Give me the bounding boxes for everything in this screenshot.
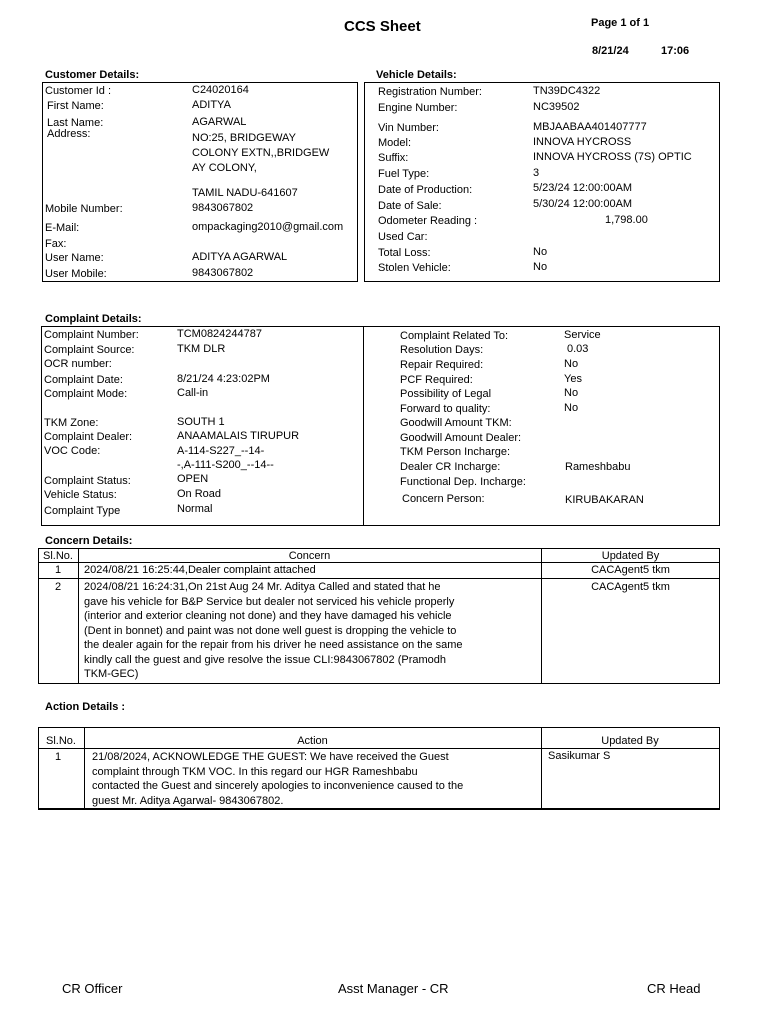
repair-required-label: Repair Required: — [400, 359, 484, 371]
complaint-status-value: OPEN — [177, 473, 209, 485]
dealer-cr-label: Dealer CR Incharge: — [400, 461, 501, 473]
complaint-left-border — [41, 326, 42, 526]
action-row-1-line-1: 21/08/2024, ACKNOWLEDGE THE GUEST: We have received the Guest — [92, 751, 449, 763]
complaint-mode-label: Complaint Mode: — [44, 388, 128, 400]
reg-label: Registration Number: — [378, 86, 482, 98]
complaint-dealer-label: Complaint Dealer: — [44, 431, 133, 443]
action-right-border — [719, 727, 720, 809]
goodwill-tkm-label: Goodwill Amount TKM: — [400, 417, 512, 429]
suffix-value: INNOVA HYCROSS (7S) OPTIC — [533, 151, 692, 163]
complaint-source-label: Complaint Source: — [44, 344, 135, 356]
mobile-label: Mobile Number: — [45, 203, 123, 215]
user-name-label: User Name: — [45, 252, 104, 264]
complaint-number-label: Complaint Number: — [44, 329, 139, 341]
concern-row-1-slno: 1 — [54, 564, 62, 576]
pcf-required-label: PCF Required: — [400, 374, 473, 386]
mobile-value: 9843067802 — [192, 202, 254, 214]
model-label: Model: — [378, 137, 412, 149]
stolen-label: Stolen Vehicle: — [378, 262, 451, 274]
concern-row-2-line-2: gave his vehicle for B&P Service but dealer not serviced his vehicle properly — [84, 596, 455, 608]
legal-value: No — [564, 387, 579, 399]
action-row-1-line-2: complaint through TKM VOC. In this regard our HGR Rameshbabu — [92, 766, 418, 778]
address-line-2: COLONY EXTN,,BRIDGEW — [192, 147, 330, 159]
action-row-1-updated: Sasikumar S — [548, 750, 611, 762]
suffix-label: Suffix: — [378, 152, 409, 164]
concern-row-1-updated: CACAgent5 tkm — [591, 564, 670, 576]
related-to-label: Complaint Related To: — [400, 330, 509, 342]
odometer-label: Odometer Reading : — [378, 215, 478, 227]
complaint-date-label: Complaint Date: — [44, 374, 123, 386]
email-value: ompackaging2010@gmail.com — [192, 221, 344, 233]
concern-person-value: KIRUBAKARAN — [565, 494, 644, 506]
vehicle-status-label: Vehicle Status: — [44, 489, 117, 501]
complaint-status-label: Complaint Status: — [44, 475, 131, 487]
customer-id-value: C24020164 — [192, 84, 249, 96]
vin-label: Vin Number: — [378, 122, 439, 134]
concern-person-label: Concern Person: — [402, 493, 485, 505]
voc-code-line-2: -,A-111-S200_--14-- — [177, 459, 274, 471]
concern-row-2-line-1: 2024/08/21 16:24:31,On 21st Aug 24 Mr. Aditya Called and stated that he — [84, 581, 441, 593]
concern-col-concern: Concern — [288, 550, 331, 562]
complaint-heading: Complaint Details: — [45, 313, 142, 325]
concern-row-2-updated: CACAgent5 tkm — [591, 581, 670, 593]
address-line-4: TAMIL NADU-641607 — [192, 187, 298, 199]
fuel-label: Fuel Type: — [378, 168, 430, 180]
complaint-dealer-value: ANAAMALAIS TIRUPUR — [177, 430, 300, 442]
sale-date-value: 5/30/24 12:00:00AM — [533, 198, 633, 210]
voc-code-line-1: A-114-S227_--14- — [177, 445, 265, 457]
concern-row-2-line-6: kindly call the guest and give resolve the issue CLI:9843067802 (Pramodh — [84, 654, 447, 666]
complaint-number-value: TCM0824244787 — [177, 328, 263, 340]
concern-row-2-line-5: the dealer again for the repair from his driver he need assistance on the same — [84, 639, 463, 651]
signature-cr-officer: CR Officer — [62, 981, 123, 996]
action-heading: Action Details : — [45, 701, 126, 713]
functional-dep-label: Functional Dep. Incharge: — [400, 476, 526, 488]
action-col-slno: Sl.No. — [46, 735, 76, 747]
concern-row-2-line-7: TKM-GEC) — [84, 668, 139, 680]
complaint-source-value: TKM DLR — [177, 343, 226, 355]
user-mobile-value: 9843067802 — [192, 267, 254, 279]
signature-cr-head: CR Head — [647, 981, 701, 996]
concern-col-updated: Updated By — [601, 550, 660, 562]
forward-quality-label: Forward to quality: — [400, 403, 491, 415]
complaint-date-value: 8/21/24 4:23:02PM — [177, 373, 270, 385]
concern-row-2-line-3: (interior and exterior cleaning not done) and they have damaged his vehicle — [84, 610, 452, 622]
reg-value: TN39DC4322 — [533, 85, 601, 97]
vehicle-heading: Vehicle Details: — [376, 69, 457, 81]
fuel-value: 3 — [533, 167, 540, 179]
action-top-rule — [38, 727, 720, 728]
signature-asst-manager: Asst Manager - CR — [338, 981, 449, 996]
forward-quality-value: No — [564, 402, 579, 414]
pcf-required-value: Yes — [564, 373, 582, 385]
complaint-divider — [363, 326, 364, 526]
address-label: Address: — [47, 128, 91, 140]
address-line-1: NO:25, BRIDGEWAY — [192, 132, 296, 144]
concern-row-rule — [38, 578, 720, 579]
resolution-days-label: Resolution Days: — [400, 344, 484, 356]
repair-required-value: No — [564, 358, 579, 370]
concern-col-slno: Sl.No. — [43, 550, 73, 562]
page-number: Page 1 of 1 — [591, 17, 650, 29]
production-date-label: Date of Production: — [378, 184, 473, 196]
odometer-value: 1,798.00 — [605, 214, 648, 226]
action-header-rule — [38, 748, 720, 749]
last-name-label: Last Name: — [47, 117, 104, 129]
used-car-label: Used Car: — [378, 231, 428, 243]
dealer-cr-value: Rameshbabu — [565, 461, 631, 473]
action-col-action: Action — [297, 735, 328, 747]
engine-value: NC39502 — [533, 101, 580, 113]
customer-id-label: Customer Id : — [45, 85, 112, 97]
stolen-value: No — [533, 261, 548, 273]
vehicle-status-value: On Road — [177, 488, 222, 500]
action-row-1-line-3: contacted the Guest and sincerely apologies to inconvenience caused to the — [92, 780, 464, 792]
customer-heading: Customer Details: — [45, 69, 140, 81]
first-name-label: First Name: — [47, 100, 104, 112]
email-label: E-Mail: — [45, 222, 80, 234]
print-date: 8/21/24 — [592, 45, 629, 57]
page-title: CCS Sheet — [344, 18, 421, 35]
last-name-value: AGARWAL — [192, 116, 247, 128]
tkm-person-label: TKM Person Incharge: — [400, 446, 511, 458]
action-row-1-slno: 1 — [54, 751, 62, 763]
production-date-value: 5/23/24 12:00:00AM — [533, 182, 633, 194]
related-to-value: Service — [564, 329, 601, 341]
first-name-value: ADITYA — [192, 99, 231, 111]
print-time: 17:06 — [661, 45, 690, 57]
action-bottom-rule — [38, 808, 720, 810]
concern-heading: Concern Details: — [45, 535, 133, 547]
user-name-value: ADITYA AGARWAL — [192, 251, 288, 263]
sale-date-label: Date of Sale: — [378, 200, 442, 212]
complaint-type-label: Complaint Type — [44, 505, 121, 517]
fax-label: Fax: — [45, 238, 67, 250]
concern-col-rule-1 — [78, 548, 79, 684]
concern-row-1-text: 2024/08/21 16:25:44,Dealer complaint attached — [84, 564, 316, 576]
concern-row-2-line-4: (Dent in bonnet) and paint was not done well guest is dropping the vehicle to — [84, 625, 457, 637]
legal-label: Possibility of Legal — [400, 388, 492, 400]
action-col-updated: Updated By — [601, 735, 659, 747]
tkm-zone-label: TKM Zone: — [44, 417, 99, 429]
complaint-bottom-rule — [41, 525, 720, 526]
vin-value: MBJAABAA401407777 — [533, 121, 647, 133]
complaint-top-rule — [41, 326, 720, 327]
engine-label: Engine Number: — [378, 102, 458, 114]
concern-row-2-slno: 2 — [54, 581, 62, 593]
action-row-1-line-4: guest Mr. Aditya Agarwal- 9843067802. — [92, 795, 284, 807]
address-line-3: AY COLONY, — [192, 162, 257, 174]
tkm-zone-value: SOUTH 1 — [177, 416, 225, 428]
total-loss-value: No — [533, 246, 548, 258]
concern-header-rule — [38, 562, 720, 563]
complaint-type-value: Normal — [177, 503, 213, 515]
complaint-mode-value: Call-in — [177, 387, 209, 399]
voc-code-label: VOC Code: — [44, 445, 101, 457]
model-value: INNOVA HYCROSS — [533, 136, 632, 148]
goodwill-dealer-label: Goodwill Amount Dealer: — [400, 432, 522, 444]
resolution-days-value: 0.03 — [567, 343, 589, 355]
ocr-label: OCR number: — [44, 358, 112, 370]
total-loss-label: Total Loss: — [378, 247, 431, 259]
complaint-right-border — [719, 326, 720, 526]
user-mobile-label: User Mobile: — [45, 268, 107, 280]
